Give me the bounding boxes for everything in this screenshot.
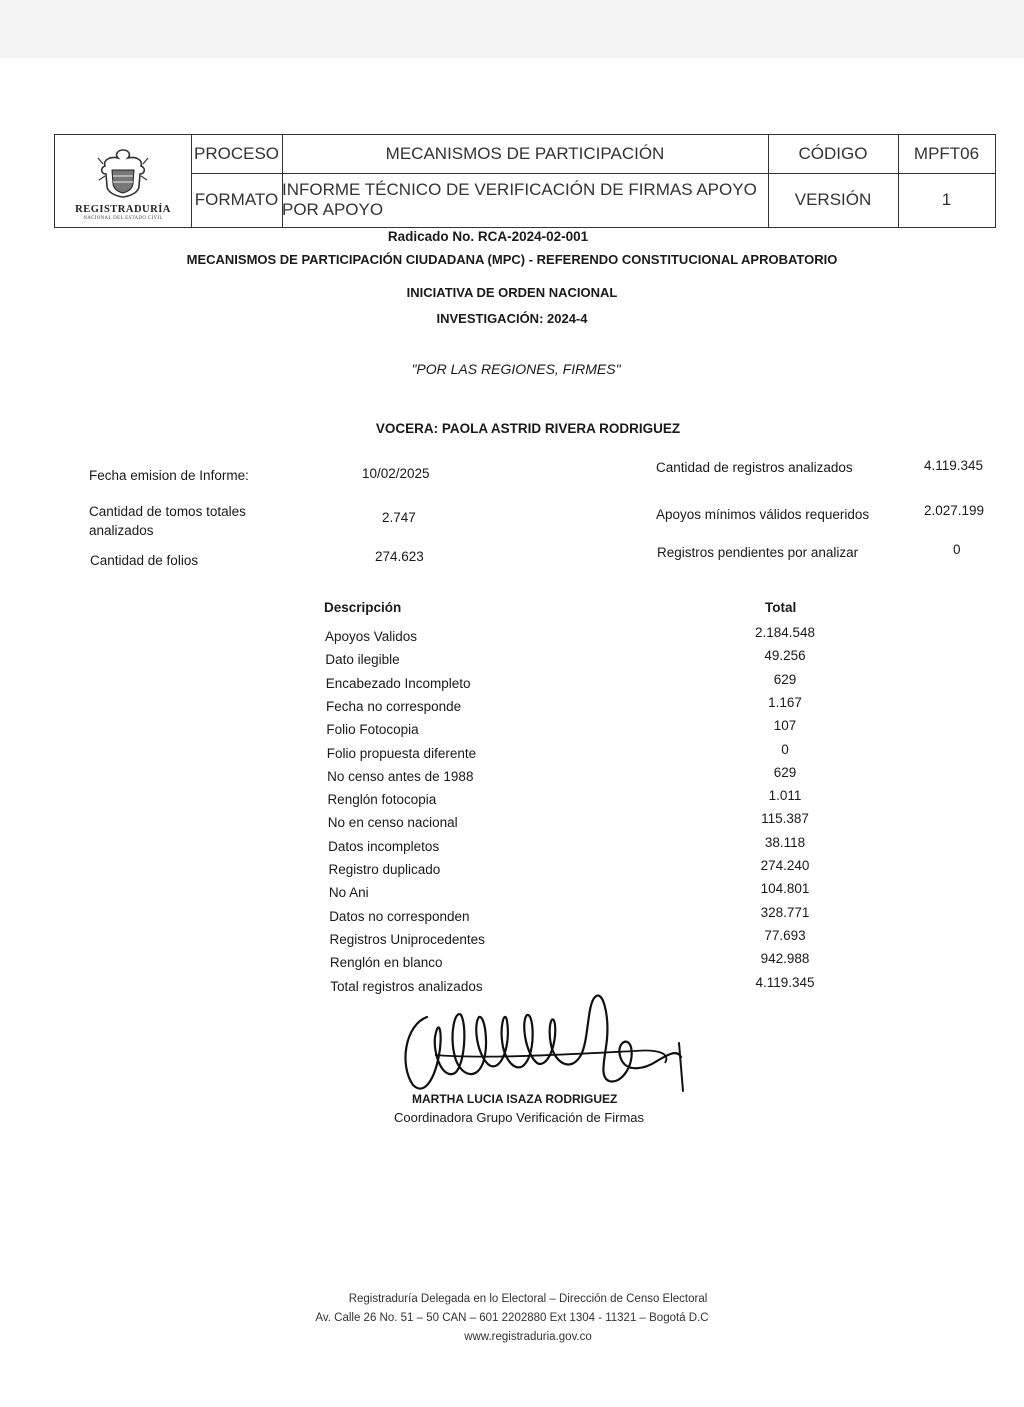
fecha-value: 10/02/2025 (362, 466, 430, 481)
table-row-description: Renglón en blanco (329, 955, 443, 971)
table-row-total: 1.167 (768, 694, 802, 710)
table-row-description: Apoyos Validos (325, 629, 418, 644)
table-row-total: 38.118 (764, 834, 806, 850)
table-row-total: 107 (773, 718, 797, 734)
table-row-total: 629 (773, 764, 797, 780)
table-row-description: Registros Uniprocedentes (329, 931, 485, 947)
vocera-name: VOCERA: PAOLA ASTRID RIVERA RODRIGUEZ (375, 421, 681, 436)
table-row-total: 104.801 (760, 881, 810, 897)
table-row-description: Dato ilegible (325, 652, 400, 668)
fecha-label: Fecha emision de Informe: (89, 468, 249, 483)
table-row-description: Folio propuesta diferente (326, 745, 477, 761)
registros-label: Cantidad de registros analizados (656, 460, 853, 475)
table-row-description: Datos no corresponden (329, 908, 470, 924)
table-row-total: 49.256 (764, 648, 806, 664)
mechanism-title: MECANISMOS DE PARTICIPACIÓN CIUDADANA (MPC) - REFERENDO CONSTITUCIONAL APROBATORIO (186, 252, 838, 267)
formato-label: FORMATO (194, 190, 279, 209)
table-row-total: 942.988 (760, 951, 810, 967)
table-row-description: Encabezado Incompleto (325, 675, 471, 691)
folios-value: 274.623 (375, 549, 424, 564)
table-row-description: Datos incompletos (328, 838, 440, 854)
table-row-total: 0 (781, 741, 789, 757)
tomos-value: 2.747 (382, 510, 416, 525)
handwritten-signature (395, 985, 715, 1100)
tomos-label: Cantidad de tomos totales (89, 504, 246, 519)
table-row-total: 328.771 (760, 904, 810, 920)
table-header-description: Descripción (324, 600, 402, 615)
table-row-total: 77.693 (764, 927, 806, 943)
table-row-total: 274.240 (760, 858, 810, 873)
table-row-description: Folio Fotocopia (326, 722, 419, 738)
table-row-description: No Ani (328, 885, 369, 901)
proceso-value: MECANISMOS DE PARTICIPACIÓN (385, 144, 665, 163)
table-row-total: 629 (773, 671, 797, 687)
table-row-total: 115.387 (761, 811, 809, 827)
footer-office: Registraduría Delegada en lo Electoral – Dirección de Censo Electoral (348, 1293, 708, 1305)
table-row-description: Fecha no corresponde (326, 698, 462, 714)
signer-role: Coordinadora Grupo Verificación de Firmas (394, 1110, 645, 1125)
investigation-title: INVESTIGACIÓN: 2024-4 (436, 311, 588, 326)
tomos-label-cont: analizados (89, 523, 154, 538)
pendientes-value: 0 (953, 542, 961, 557)
formato-value: INFORME TÉCNICO DE VERIFICACIÓN DE FIRMAS APOYO POR APOYO (282, 180, 757, 219)
table-row-description: Registro duplicado (328, 862, 441, 877)
table-row-total: 2.184.548 (754, 625, 816, 640)
table-row-description: No en censo nacional (327, 815, 458, 831)
table-row-description: No censo antes de 1988 (327, 768, 474, 784)
footer-address: Av. Calle 26 No. 51 – 50 CAN – 601 2202880 Ext 1304 - 11321 – Bogotá D.C (315, 1312, 709, 1324)
proceso-label: PROCESO (193, 144, 280, 163)
apoyos-minimos-value: 2.027.199 (924, 503, 985, 518)
codigo-label: CÓDIGO (798, 144, 868, 163)
version-value: 1 (941, 190, 952, 209)
table-row-description: Renglón fotocopia (327, 792, 437, 808)
registraduria-logo (55, 135, 191, 227)
folios-label: Cantidad de folios (90, 553, 199, 568)
codigo-value: MPFT06 (913, 144, 980, 163)
registros-value: 4.119.345 (924, 458, 984, 473)
table-row-description: Total registros analizados (330, 978, 483, 994)
initiative-title: INICIATIVA DE ORDEN NACIONAL (406, 285, 618, 300)
header-table (54, 134, 996, 228)
table-row-total: 1.011 (768, 788, 802, 804)
coat-of-arms-icon (95, 146, 151, 200)
table-row-total: 4.119.345 (755, 974, 815, 990)
logo-subtitle: NACIONAL DEL ESTADO CIVIL (83, 216, 163, 221)
version-label: VERSIÓN (794, 190, 872, 209)
pendientes-label: Registros pendientes por analizar (657, 545, 859, 560)
signer-name: MARTHA LUCIA ISAZA RODRIGUEZ (412, 1092, 618, 1106)
logo-name: REGISTRADURÍA (75, 204, 171, 215)
footer-website: www.registraduria.gov.co (464, 1331, 592, 1343)
initiative-slogan: "POR LAS REGIONES, FIRMES" (411, 361, 621, 377)
apoyos-minimos-label: Apoyos mínimos válidos requeridos (656, 507, 870, 522)
radicado-number: Radicado No. RCA-2024-02-001 (387, 229, 589, 244)
table-header-total: Total (765, 600, 797, 615)
